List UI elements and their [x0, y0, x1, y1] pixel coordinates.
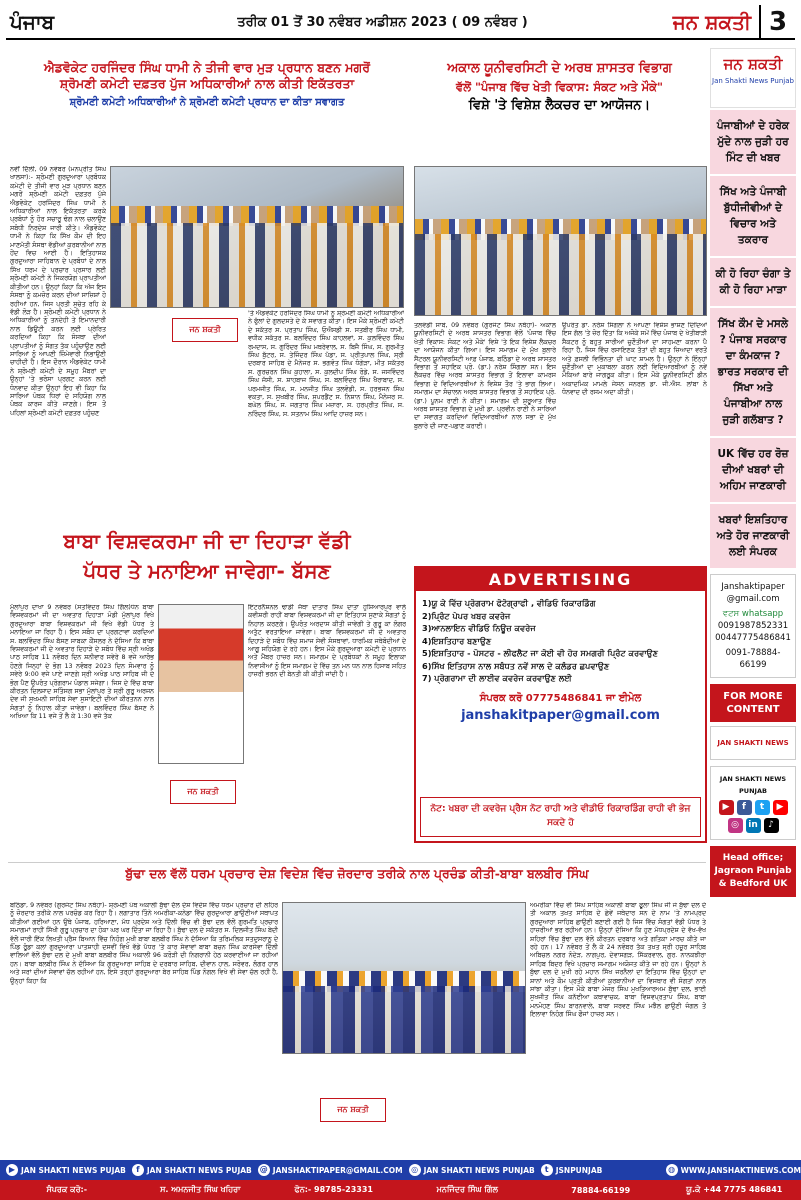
footer-item[interactable]: t JSNPUNJAB [535, 1164, 660, 1176]
sidebar-news-punjab: JAN SHAKTI NEWS PUNJAB [719, 775, 787, 795]
advertising-email[interactable]: janshakitpaper@gmail.com [461, 707, 660, 723]
footer-phone: ਫੋਨ:- 98785-23331 [294, 1185, 373, 1194]
sidebar-phone-2: 00447775486841 [715, 633, 791, 643]
sidebar-email[interactable]: Janshaktipaper @gmail.com [721, 582, 785, 604]
article-dhami-headline-1: ਐਡਵੋਕੇਟ ਹਰਜਿੰਦਰ ਸਿੰਘ ਧਾਮੀ ਨੇ ਤੀਜੀ ਵਾਰ ਮੁੜ ਪ੍ਰਧਾਨ ਬਣਨ ਮਗਰੋਂ [44, 60, 370, 75]
sidebar-tagline-6: ਖਬਰਾਂ ਇਸ਼ਤਿਹਾਰ ਅਤੇ ਹੋਰ ਜਾਣਕਾਰੀ ਲਈ ਸੰਪਰਕ [710, 504, 796, 568]
footer-phone-2: 78884-66199 [571, 1185, 631, 1195]
sidebar-tagline-2: ਸਿੱਖ ਅਤੇ ਪੰਜਾਬੀ ਬੁੱਧੀਜੀਵੀਆਂ ਦੇ ਵਿਚਾਰ ਅਤੇ ਤਕਰਾਰ [710, 176, 796, 256]
sidebar-tagline-4: ਸਿੱਖ ਕੌਮ ਦੇ ਮਸਲੇ ? ਪੰਜਾਬ ਸਰਕਾਰ ਦਾ ਕੰਮਕਾਜ ? ਭਾਰਤ ਸਰਕਾਰ ਦੀ ਸਿੱਖਾ ਅਤੇ ਪੰਜਾਬੀਆ ਨਾਲ ਜੁੜੀ ਗਲੱਬਾਤ ? [710, 308, 796, 436]
footer-item[interactable]: ▶ JAN SHAKTI NEWS PUJAB [0, 1164, 126, 1176]
article-budha-dal-col2: ਅਮਰੀਕਾ ਵਿੱਚ ਵੀ ਸਿੰਘ ਸਾਹਿਬ ਅਕਾਲੀ ਬਾਬਾ ਫੂਲਾ ਸਿੰਘ ਜੀ ਜੋ ਬੁੱਢਾ ਦਲ ਦੇ ਤੀ ਅਕਾਲ ਤਖ਼ਤ ਸਾਹਿਬ ਦੇ ਛੇਵੇਂ ਜਥੇਦਾਰ ਸਨ ਦੇ ਨਾਮ 'ਤੇ ਨਾਮਪ੍ਰਦ ਗੁਰਦੁਆਰਾ ਸਾਹਿਬ ਛਾਉਣੀ ਬਣਾਈ ਗਈ ਹੈ ਜਿਸ ਵਿੱਚ ਸੰਗਤਾਂ ਵੱਡੀ ਪੱਧਰ ਤੇ ਹਾਜ਼ਰੀਆਂ ਭਰ ਰਹੀਆਂ ਹਨ। ਉਨ੍ਹਾਂ ਦੱਸਿਆ ਕਿ ਹੁਣ ਮੱਧਪ੍ਰਦੇਸ਼ ਦੇ ਵੱਖ-ਵੱਖ ਸ਼ਹਿਰਾਂ ਵਿੱਚ ਬੁੱਢਾ ਦਲ ਵੱਲੋਂ ਕੀਰਤਨ ਦਰਬਾਰ ਅਤੇ ਗਤਿਕਾ ਮਾਰਚ ਕੀਤੇ ਜਾ ਰਹੇ ਹਨ। 17 ਨਵੰਬਰ ਤੋਂ ਲੈ ਕੇ 24 ਨਵੰਬਰ ਤੱਕ ਤਖ਼ਤ ਸ੍ਰੀ ਹਜ਼ੂਰ ਸਾਹਿਬ ਅਬਿਚਲ ਨਗਰ ਨੰਦੇੜ, ਨਾਗਪੁਰ, ਦੇਵਾਸਗੜ, ਸਿੱਕਰਵਾਲ, ਗੁਰ. ਨਾਨਕਝੀਰਾ ਸਾਹਿਬ ਬਿਦਰ ਵਿਖੇ ਪ੍ਰਚਾਰ ਸਮਾਗਮ ਅਯੋਜਤ ਕੀਤੇ ਜਾ ਰਹੇ ਹਨ। ਉਨ੍ਹਾਂ ਨੇ ਬੁੱਢਾ ਦਲ ਦੇ ਮੁਖੀ ਰਹੇ ਮਹਾਨ ਸਿੱਖ ਜਰਨੈਲਾਂ ਦਾ ਇਤਿਹਾਸ ਵਿੱਚ ਉਨ੍ਹਾਂ ਦਾ ਸ਼ਾਨਾਂ ਅਤੇ ਕੌਮ ਪ੍ਰਤੀ ਕੀਤੀਆਂ ਕੁਰਬਾਨੀਆਂ ਦਾ ਵਿਸਥਾਰ ਵੀ ਸੰਗਤਾਂ ਨਾਲ ਸਾਂਝਾ ਕੀਤਾ। ਇਸ ਮੌਕੇ ਬਾਬਾ ਮੇਜਰ ਸਿੰਘ ਮੁਖਤਿਆਰਅਮ ਬੁੱਢਾ ਦਲ, ਭਾਈ ਸੁਖਜੀਤ ਸਿੰਘ ਕਨੱਈਆ ਕਥਾਵਾਚਕ, ਬਾਬਾ ਵਿਸ਼ਵਪ੍ਰਤਾਪ ਸਿੰਘ, ਬਾਬਾ ਮਨਮੋਹਣ ਸਿੰਘ ਬਾਰਨਵਾਲੇ, ਬਾਬਾ ਸਰਵਣ ਸਿੰਘ ਮਝੈਲ ਛਾਉਣੀ ਜੰਗਲ ਤੋਂ ਇਲਾਵਾ ਨਿਹੰਗ ਸਿੰਘ ਫੌਜਾਂ ਹਾਜ਼ਰ ਸਨ। [530, 902, 706, 1019]
advertising-item: 5)ਇਸ਼ਤਿਹਾਰ - ਪੋਸਟਰ - ਲੀਫਲੈਟ ਜਾ ਕੋਈ ਵੀ ਹੋਰ ਸਮਗਰੀ ਪ੍ਰਿੰਟ ਕਰਵਾਉਣ [422, 648, 658, 658]
page-footer [0, 1160, 801, 1200]
instagram-icon[interactable]: ◎ [728, 818, 743, 833]
sidebar-more-content[interactable]: FOR MORE CONTENT [710, 684, 796, 722]
sidebar-head-office: Head office; Jagraon Punjab & Bedford UK [710, 846, 796, 897]
article-budha-dal-photo [282, 902, 526, 1054]
instagram-icon: ◎ [409, 1164, 421, 1176]
article-vishwakarma-col1: ਮੁੱਲਾਂਪੁਰ ਦਾਖਾ 9 ਨਵੰਬਰ (ਸਤਵਿੰਦਰ ਸਿੰਘ ਗਿੱਲ)ਧੰਨ ਬਾਬਾ ਵਿਸ਼ਵਕਰਮਾਂ ਜੀ ਦਾ ਅਵਤਾਰ ਦਿਹਾੜਾ ਮੰਡੀ ਮੁੱਲਾਂਪੁਰ ਵਿਖੇ ਗੁਰਦੁਆਰਾ ਬਾਬਾ ਵਿਸ਼ਵਕਰਮਾਂ ਜੀ ਵਿਖੇ ਵੱਡੀ ਪੱਧਰ ਤੇ ਮਨਾਇਆ ਜਾ ਰਿਹਾ ਹੈ। ਇਸ ਸਬੰਧ ਦਾ ਪ੍ਰਗਟਾਵਾ ਕਰਦਿਆਂ ਸ. ਬਲਵਿੰਦਰ ਸਿੰਘ ਬੱਸਣ ਸਾਬਕਾ ਕੌਂਸਲਰ ਨੇ ਦੱਸਿਆ ਕਿ ਬਾਬਾ ਵਿਸ਼ਵਕਰਮਾਂ ਜੀ ਦੇ ਅਵਤਾਰ ਦਿਹਾੜੇ ਦੇ ਸਬੰਧ ਵਿੱਚ ਸ੍ਰੀ ਅਖੰਡ ਪਾਠ ਸਾਹਿਬ 11 ਨਵੰਬਰ ਦਿਨ ਸ਼ਨੀਵਾਰ ਸਵੇਰੇ 8 ਵਜੇ ਆਰੰਭ ਹੋਣਗੇ ਜਿਨ੍ਹਾਂ ਦੇ ਭੋਗ 13 ਨਵੰਬਰ 2023 ਦਿਨ ਸੋਮਵਾਰ ਨੂੰ ਸਵੇਰੇ 9:00 ਵਜੇ ਪਾਏ ਜਾਣਗੇ ਸ੍ਰੀ ਅਖੰਡ ਪਾਠ ਸਾਹਿਬ ਜੀ ਦੇ ਭੋਗ ਪੈਣ ਉਪਰੰਤ ਪ੍ਰੋਗਰਾਮ ਪੰਡਾਲ ਸਜੇਗਾ। ਜਿਸ ਦੇ ਵਿੱਚ ਬਾਬਾ ਕੀਰਤਨ ਦਿਲਸ਼ਾਦ ਸਤਿੰਸਗ ਸਭਾ ਮੁੱਲਾਂਪੁਰ ਤੇ ਸ੍ਰੀ ਗੁਰੂ ਅਰਜਨ ਦੇਵ ਜੀ ਸੁਖਮਨੀ ਸਾਹਿਬ ਸੇਵਾ ਸੁਸਾਇਟੀ ਦੀਆਂ ਕੀਰਤਨਨ ਨਾਲ ਸੰਗਤਾਂ ਨੂੰ ਨਿਹਾਲ ਕੀਤਾ ਜਾਵੇਗਾ। ਬਲਵਿੰਦਰ ਸਿੰਘ ਬੱਸਣ ਨੇ ਅਖਿਆ ਕਿ 11 ਵਜੇ ਤੋਂ ਲੈ ਕੇ 1:30 ਵਜੇ ਤੱਕ [10, 604, 154, 721]
advertising-contact: ਸੰਪਰਕ ਕਰੋ 07775486841 ਜਾ ਈਮੇਲ [479, 692, 642, 704]
footer-social-row [0, 1160, 801, 1180]
advertising-item: 3)ਆਨਲਾਇਨ ਵੀਡਿਓ ਨਿਊਜ਼ ਕਵਰੇਜ [422, 623, 536, 633]
article-dhami-photo [110, 166, 404, 308]
sidebar-tagline-1: ਪੰਜਾਬੀਆਂ ਦੇ ਹਰੇਕ ਮੁੱਦੇ ਨਾਲ ਜੁੜੀ ਹਰ ਮਿੰਟ ਦੀ ਖਬਰ [710, 110, 796, 174]
twitter-icon: t [541, 1164, 553, 1176]
article-dhami-subhead: ਸ਼੍ਰੋਮਣੀ ਕਮੇਟੀ ਅਧਿਕਾਰੀਆਂ ਨੇ ਸ਼੍ਰੋਮਣੀ ਕਮੇਟੀ ਪ੍ਰਧਾਨ ਦਾ ਕੀਤਾ ਸਵਾਗਤ [69, 97, 345, 108]
sidebar-phone-1: 0091987852331 [717, 621, 789, 631]
youtube-icon[interactable]: ▶ [773, 800, 788, 815]
article-akal-headline-3: ਵਿਸ਼ੇ 'ਤੇ ਵਿਸ਼ੇਸ਼ ਲੈਕਚਰ ਦਾ ਆਯੋਜਨ। [468, 98, 651, 113]
footer-contact-row [0, 1180, 801, 1200]
twitter-icon[interactable]: t [755, 800, 770, 815]
facebook-icon[interactable]: f [737, 800, 752, 815]
page-header [6, 6, 795, 40]
sidebar-logo-sub: Jan Shakti News Punjab [712, 77, 794, 85]
article-budha-dal-col1: ਬਠਿੰਡਾ, 9 ਨਵੰਬਰ (ਗੁਰਜੰਟ ਸਿੰਘ ਨਥੇਹਾ)- ਸ਼੍ਰੋਮਣੀ ਪੰਥ ਅਕਾਲੀ ਬੁੱਢਾ ਦੱਲ ਦੇਸ਼ ਵਿਦੇਸ਼ ਵਿੱਚ ਧਰਮ ਪ੍ਰਚਾਰ ਦੀ ਲਹਿਰ ਨੂੰ ਜ਼ੋਰਦਾਰ ਤਰੀਕੇ ਨਾਲ ਪਰਚੰਡ ਕਰ ਰਿਹਾ ਹੈ। ਲਗਾਤਾਰ ਤਿੰਨੇ ਅਮਰੀਕਾ-ਕਨੇਡਾ ਵਿੱਚ ਗੁਰਦੁਆਰਾ ਛਾਉਣੀਆਂ ਸਥਾਪਤ ਕੀਤੀਆਂ ਗਈਆਂ ਹਨ ਉਥੇ ਪੰਜਾਬ, ਹਰਿਆਣਾ, ਮੱਧ ਪ੍ਰਦੇਸ਼ ਅਤੇ ਦਿੱਲੀ ਵਿੱਚ ਵੀ ਬੁੱਢਾ ਦਲ ਵੱਲੋਂ ਗੁਰਮਤਿ ਪ੍ਰਚਾਰ ਸਮਾਗਮਾਂ ਰਾਹੀਂ ਸਿੱਖੀ ਗੁਰੂ ਪ੍ਰਚਾਰ ਦਾ ਹੋਕਾ ਘਰ ਘਰ ਦਿੱਤਾ ਜਾ ਰਿਹਾ ਹੈ। ਬੁੱਢਾ ਦਲ ਦੇ ਸਕੱਤਰ ਸ. ਦਿਲਜੀਤ ਸਿੰਘ ਬੇਦੀ ਵੱਲੋਂ ਜਾਰੀ ਇੱਕ ਲਿਖਤੀ ਪ੍ਰੈਸ ਬਿਆਨ ਵਿੱਚ ਨਿਹੰਗ ਮੁਖੀ ਬਾਬਾ ਬਲਬੀਰ ਸਿੰਘ ਨੇ ਦੱਸਿਆ ਕਿ ਤਰਿਮਲਿਕ ਸਤਦੁਸਰਾਨੂ ਦੇ ਪਿੰਡ ਰੂੰਡਾ ਕਲਾਂ ਗੁਰਦੁਆਰਾ ਪਾਤਸ਼ਾਹੀ ਦਸਵੀਂ ਵਿਖੇ ਵੱਡੇ ਪੱਧਰ 'ਤੇ ਕਾਰ ਸੇਵਾਵਾਂ ਬਾਬਾ ਬਚਨ ਸਿੰਘ ਕਾਰਸੇਵਾ ਦਿੱਲੀ ਵਾਲਿਆਂ ਵੱਲੋਂ ਬੁੱਢਾ ਦਲ ਦੇ ਮੁਖੀ ਬਾਬਾ ਬਲਬੀਰ ਸਿੰਘ ਅਕਾਲੀ 96 ਕਰੋੜੀ ਦੀ ਨਿਗਰਾਨੀ ਹੇਠ ਕਰਵਾਈਆਂ ਜਾ ਰਹੀਆਂ ਹਨ। ਬਾਬਾ ਬਲਬੀਰ ਸਿੰਘ ਨੇ ਦੱਸਿਆ ਕਿ ਗੁਰਦੁਆਰਾ ਸਾਹਿਬ ਦੇ ਦਰਬਾਰ ਸਾਹਿਬ, ਦੀਵਾਨ ਹਾਲ, ਸਰੋਵਰ, ਲੰਗਰ ਹਾਲ ਅਤੇ ਸਰਾਂ ਦੀਆਂ ਸੇਵਾਵਾਂ ਚੱਲ ਰਹੀਆਂ ਹਨ, ਇਸੇ ਤਰ੍ਹਾਂ ਗੁਰਦੁਆਰਾ ਬੇਰ ਸਾਹਿਬ ਪਿੰਡ ਨੰਗਲ ਵਿਖੇ ਵੀ ਸੇਵਾ ਚੱਲ ਰਹੀ ਹੈ, ਉਨ੍ਹਾਂ ਕਿਹਾ ਕਿ [10, 902, 278, 985]
article-akal-headline-1: ਅਕਾਲ ਯੂਨੀਵਰਸਿਟੀ ਦੇ ਅਰਥ ਸ਼ਾਸਤਰ ਵਿਭਾਗ [447, 61, 672, 76]
article-budha-dal-headline: ਬੁੱਢਾ ਦਲ ਵੱਲੋਂ ਧਰਮ ਪ੍ਰਚਾਰ ਦੇਸ਼ ਵਿਦੇਸ਼ ਵਿੱਚ ਜ਼ੋਰਦਾਰ ਤਰੀਕੇ ਨਾਲ ਪ੍ਰਚੰਡ ਕੀਤੀ-ਬਾਬਾ ਬਲਬੀਰ ਸਿੰਘ [8, 862, 706, 885]
email-icon: @ [259, 1165, 268, 1174]
globe-icon: ◍ [666, 1164, 678, 1176]
article-vishwakarma-headline-2: ਪੱਧਰ ਤੇ ਮਨਾਇਆ ਜਾਵੇਗਾ- ਬੱਸਣ [83, 559, 331, 583]
footer-uk-phone: ਯੂ.ਕੇ +44 7775 486841 [686, 1185, 783, 1194]
advertising-item: 1)ਯੂ ਕੇ ਵਿੱਚ ਪ੍ਰੋਗਰਾਮ ਫੋਟੋਗ੍ਰਾਫੀ , ਵੀਡਿਓ ਰਿਕਾਰਡਿੰਗ [422, 598, 596, 608]
sidebar-news-badge: JAN SHAKTI NEWS [710, 726, 796, 760]
article-akal-headline-2: ਵੱਲੋਂ "ਪੰਜਾਬ ਵਿੱਚ ਖੇਤੀ ਵਿਕਾਸ: ਸੰਕਟ ਅਤੇ ਮੌਕੇ" [456, 80, 663, 94]
advertising-item: 6)ਸਿੱਖ ਇਤਿਹਾਸ ਨਾਲ ਸਬੰਧਤ ਨਵੇਂ ਸਾਲ ਦੇ ਕਲੰਡਰ ਛਪਵਾਉਣ [422, 660, 610, 671]
sidebar-tagline-3: ਕੀ ਹੋ ਰਿਹਾ ਚੰਗਾ ਤੇ ਕੀ ਹੋ ਰਿਹਾ ਮਾੜਾ [710, 258, 796, 306]
footer-item[interactable]: @ JANSHAKTIPAPER@GMAIL.COM [259, 1165, 403, 1175]
advertising-title: ADVERTISING [416, 568, 705, 591]
advertising-services-list [416, 591, 705, 685]
youtube-icon: ▶ [6, 1164, 18, 1176]
footer-contact-label: ਸੰਪਰਕ ਕਰੋ:- [46, 1185, 88, 1194]
footer-item[interactable]: f JAN SHAKTI NEWS PUJAB [126, 1164, 252, 1176]
advertising-note: ਨੋਟ: ਖਬਰਾ ਦੀ ਕਵਰੇਜ ਪ੍ਰੈਸ ਨੋਟ ਰਾਹੀ ਅਤੇ ਵੀਡੀਓ ਰਿਕਾਰਡਿੰਗ ਰਾਹੀ ਵੀ ਭੇਜ ਸਕਦੇ ਹੋ [420, 797, 701, 837]
footer-item[interactable]: ◍ WWW.JANSHAKTINEWS.COM [660, 1164, 801, 1176]
jan-shakti-small-logo-2: ਜਨ ਸ਼ਕਤੀ [170, 780, 236, 804]
social-icons-row-1 [715, 800, 791, 815]
masthead-logo: ਜਨ ਸ਼ਕਤੀ [672, 10, 751, 34]
social-icons-row-2 [715, 818, 791, 833]
advertising-item: 7) ਪ੍ਰੋਗਰਾਮਾ ਦੀ ਲਾਈਵ ਕਵਰੇਜ ਕਰਵਾਉਣ ਲਈ [422, 673, 572, 683]
right-sidebar [710, 48, 796, 1156]
tiktok-icon[interactable]: ♪ [764, 818, 779, 833]
article-akal-col1: ਤਲਵੰਡੀ ਸਾਬੋ, 09 ਨਵੰਬਰ (ਗੁਰਜੰਟ ਸਿੰਘ ਨਥੇਹਾ)- ਅਕਾਲ ਯੂਨੀਵਰਸਿਟੀ ਦੇ ਅਰਥ ਸ਼ਾਸਤਰ ਵਿਭਾਗ ਵੱਲੋਂ 'ਪੰਜਾਬ ਵਿੱਚ ਖੇਤੀ ਵਿਕਾਸ: ਸੰਕਟ ਅਤੇ ਮੌਕੇ' ਵਿਸ਼ੇ 'ਤੇ ਇਕ ਵਿਸ਼ੇਸ਼ ਲੈਕਚਰ ਦਾ ਆਯੋਜਨ ਕੀਤਾ ਗਿਆ। ਇਸ ਸਮਾਗਮ ਦੇ ਮੁੱਖ ਬੁਲਾਰੇ ਸੈਂਟਰਲ ਯੂਨੀਵਰਸਿਟੀ ਆਫ਼ ਪੰਜਾਬ, ਬਠਿੰਡਾ ਦੇ ਅਰਥ ਸ਼ਾਸਤਰ ਵਿਭਾਗ ਤੋਂ ਸਹਾਇਕ ਪ੍ਰੋ. (ਡਾ.) ਨਰੇਸ਼ ਸਿੰਗਲਾ ਸਨ। ਇਸ ਲੈਕਚਰ ਵਿੱਚ ਅਰਥ ਸ਼ਾਸਤਰ ਵਿਭਾਗ ਤੋਂ ਇਲਾਵਾ ਕਾਮਰਸ ਵਿਭਾਗ ਦੇ ਵਿਦਿਆਰਥੀਆਂ ਨੇ ਵਿਸ਼ੇਸ਼ ਤੌਰ 'ਤੇ ਭਾਗ ਲਿਆ। ਸਮਾਗਮ ਦਾ ਸੰਚਾਲਨ ਅਰਥ ਸ਼ਾਸਤਰ ਵਿਭਾਗ ਤੋਂ ਸਹਾਇਕ ਪ੍ਰੋ. (ਡਾ.) ਪੂਨਮ ਰਾਣੀ ਨੇ ਕੀਤਾ। ਸਮਾਗਮ ਦੀ ਸ਼ੁਰੂਆਤ ਵਿੱਚ ਅਰਥ ਸ਼ਾਸਤਰ ਵਿਭਾਗ ਦੇ ਮੁਖੀ ਡਾ. ਪ੍ਰਵੀਨ ਰਾਣੀ ਨੇ ਸਾਰਿਆਂ ਦਾ ਸਵਾਗਤ ਕਰਦਿਆਂ ਵਿਦਿਆਰਥੀਆਂ ਨਾਲ ਸਭਾ ਦੇ ਮੁੱਖ ਬੁਲਾਰੇ ਦੀ ਜਾਣ-ਪਛਾਣ ਕਰਾਈ। [414, 322, 556, 430]
play-icon[interactable]: ▶ [719, 800, 734, 815]
article-vishwakarma-col2: ਇੰਟਰਨੈਸ਼ਨਲ ਢਾਡੀ ਜੱਥਾ ਦਾਤਾਰ ਸਿੰਘ ਦਾਤਾ ਹੁਸ਼ਿਆਰਪੁਰ ਵਾਲੇ ਕਵੀਸ਼ਰੀ ਰਾਹੀਂ ਬਾਬਾ ਵਿਸ਼ਵਕਰਮਾਂ ਜੀ ਦਾ ਇਤਿਹਾਸ ਸੁਣਾਕੇ ਸੰਗਤਾਂ ਨੂੰ ਨਿਹਾਲ ਕਰਣਗੇ। ਉਪਰੰਤ ਅਰਦਾਸ ਕੀਤੀ ਜਾਵੇਗੀ ਤੇ ਗੁਰੂ ਕਾ ਲੰਗਰ ਅਤੁੱਟ ਵਰਤਾਇਆ ਜਾਵੇਗਾ। ਬਾਬਾ ਵਿਸ਼ਵਕਰਮਾਂ ਜੀ ਦੇ ਅਵਤਾਰ ਦਿਹਾੜੇ ਦੇ ਸਬੰਧ ਵਿੱਚ ਸਮਾਜ ਸੇਵੀ ਸੰਸਥਾਵਾਂ, ਧਾਰਮਿਕ ਜਥੇਬੰਦੀਆਂ ਦੇ ਆਗੂ ਸਹਿਯੋਗ ਦੇ ਰਹੇ ਹਨ। ਇਸ ਮੌਕੇ ਗੁਰਦੁਆਰਾ ਕਮੇਟੀ ਦੇ ਪ੍ਰਧਾਨ ਅਤੇ ਮੈਂਬਰ ਹਾਜ਼ਰ ਸਨ। ਸਮਾਗਮ ਦੇ ਪ੍ਰਬੰਧਕਾਂ ਨੇ ਸਮੂਹ ਇਲਾਕਾ ਨਿਵਾਸੀਆਂ ਨੂੰ ਇਸ ਸਮਾਗਮ ਦੇ ਵਿੱਚ ਤਨ ਮਨ ਧਨ ਨਾਲ ਹਿਸਾਬ ਸਹਿਤ ਹਾਜ਼ਰੀ ਭਰਨ ਦੀ ਬੇਨਤੀ ਕੀ ਕੀਤੀ ਜਾਂਦੀ ਹੈ। [248, 604, 406, 679]
article-vishwakarma-headline-1: ਬਾਬਾ ਵਿਸ਼ਵਕਰਮਾ ਜੀ ਦਾ ਦਿਹਾੜਾ ਵੱਡੀ [63, 529, 351, 553]
sidebar-phone-3: 0091-78884-66199 [725, 648, 781, 670]
article-dhami-col2: 'ਤੇ ਐਡਵੋਕੇਟ ਹਰਜਿੰਦਰ ਸਿੰਘ ਧਾਮੀ ਨੂੰ ਸ਼੍ਰੋਮਣੀ ਕਮੇਟੀ ਅਧਿਕਾਰੀਆਂ ਨੇ ਫੁੱਲਾਂ ਦੇ ਗੁਲਦਸਤੇ ਦੇ ਕੇ ਸਵਾਗਤ ਕੀਤਾ। ਇਸ ਮੌਕੇ ਸ਼੍ਰੋਮਣੀ ਕਮੇਟੀ ਦੇ ਸਕੱਤਰ ਸ. ਪ੍ਰਤਾਪ ਸਿੰਘ, ਓਐਸਡੀ ਸ. ਸਤਬੀਰ ਸਿੰਘ ਧਾਮੀ, ਵਧੀਕ ਸਕੱਤਰ ਸ. ਬਲਵਿੰਦਰ ਸਿੰਘ ਕਾਹਲਵਾਂ, ਸ. ਕੁਲਵਿੰਦਰ ਸਿੰਘ ਰਮਦਾਸ, ਸ. ਗੁਰਿੰਦਰ ਸਿੰਘ ਮਥਰੇਵਾਲ, ਸ. ਬਿਜੈ ਸਿੰਘ, ਸ. ਗੁਰਮੀਤ ਸਿੰਘ ਬੁੱਟਰ, ਸ. ਤੇਜਿੰਦਰ ਸਿੰਘ ਪੱਡਾ, ਸ. ਪ੍ਰੀਤਪਾਲ ਸਿੰਘ, ਸ੍ਰੀ ਦਰਬਾਰ ਸਾਹਿਬ ਦੇ ਮੈਨੇਜਰ ਸ. ਭਗਵੰਤ ਸਿੰਘ ਧੰਗੇੜਾ, ਮੀਤ ਸਕੱਤਰ ਸ. ਗੁਰਚਰਨ ਸਿੰਘ ਕੁਹਾਲਾ, ਸ. ਕੁਲਦੀਪ ਸਿੰਘ ਰੋਡੇ, ਸ. ਜਸਵਿੰਦਰ ਸਿੰਘ ਜੱਸੀ, ਸ. ਸ਼ਾਹਬਾਜ ਸਿੰਘ, ਸ. ਬਲਵਿੰਦਰ ਸਿੰਘ ਖੈਰਾਬਾਦ, ਸ. ਪਰਮਜੀਤ ਸਿੰਘ, ਸ. ਮਨਜੀਤ ਸਿੰਘ ਤਲਵੰਡੀ, ਸ. ਹਰਭਜਨ ਸਿੰਘ ਵਕਤਾ, ਸ. ਸੁਖਬੀਰ ਸਿੰਘ, ਸੁਪਰਡੈਂਟ ਸ. ਨਿਸ਼ਾਨ ਸਿੰਘ, ਮੈਨੇਜਰ ਸ. ਬਘੇਲ ਸਿੰਘ, ਸ. ਜਗਤਾਰ ਸਿੰਘ ਮਜ਼ਾਰਾ, ਸ. ਹਰਪ੍ਰੀਤ ਸਿੰਘ, ਸ. ਨਰਿੰਦਰ ਸਿੰਘ, ਸ. ਸਤਨਾਮ ਸਿੰਘ ਆਦਿ ਹਾਜ਼ਰ ਸਨ। [248, 310, 404, 418]
sidebar-tagline-5: UK ਵਿੱਚ ਹਰ ਰੋਜ਼ ਦੀਆਂ ਖਬਰਾਂ ਦੀ ਅਹਿਮ ਜਾਣਕਾਰੀ [710, 438, 796, 502]
article-akal-university [412, 60, 707, 116]
article-dhami-headline-2: ਸ਼੍ਰੋਮਣੀ ਕਮੇਟੀ ਦਫ਼ਤਰ ਪੁੱਜ ਅਧਿਕਾਰੀਆਂ ਨਾਲ ਕੀਤੀ ਇਕੱਤਰਤਾ [59, 76, 355, 91]
footer-editor: ਸ. ਅਮਨਜੀਤ ਸਿੰਘ ਖਹਿਰਾ [160, 1185, 241, 1194]
footer-second-editor: ਮਨਜਿੰਦਰ ਸਿੰਘ ਗਿੱਲ [436, 1185, 498, 1194]
facebook-icon: f [132, 1164, 144, 1176]
advertising-item: 2)ਪ੍ਰਿੰਟ ਪੇਪਰ ਖਬਰ ਕਵਰੇਜ [422, 610, 511, 621]
footer-item[interactable]: ◎ JAN SHAKTI NEWS PUNJAB [403, 1164, 535, 1176]
sidebar-contact [710, 574, 796, 678]
article-dhami-col1: ਨਵੀਂ ਦਿੱਲੀ, 09 ਨਵੰਬਰ (ਮਨਪ੍ਰੀਤ ਸਿੰਘ ਖਾਲਸਾ):- ਸ਼੍ਰੋਮਣੀ ਗੁਰਦੁਆਰਾ ਪ੍ਰਬੰਧਕ ਕਮੇਟੀ ਦੇ ਤੀਜੀ ਵਾਰ ਮੁੜ ਪ੍ਰਧਾਨ ਬਣਨ ਮਗਰੋਂ ਸ਼੍ਰੋਮਣੀ ਕਮੇਟੀ ਦਫ਼ਤਰ ਪੁੱਜੇ ਐਡਵੋਕੇਟ ਹਰਜਿੰਦਰ ਸਿੰਘ ਧਾਮੀ ਨੇ ਅਧਿਕਾਰੀਆਂ ਨਾਲ ਇਕੱਤਰਤਾ ਕਰਕੇ ਪ੍ਰਬੰਧਾਂ ਨੂੰ ਹੋਰ ਸਚਾਰੂ ਢੰਗ ਨਾਲ ਚਲਾਉਣ ਸਬੰਧੀ ਨਿਰਦੇਸ਼ ਜਾਰੀ ਕੀਤੇ। ਐਡਵੋਕੇਟ ਧਾਮੀ ਨੇ ਕਿਹਾ ਕਿ ਸਿੱਖ ਕੌਮ ਦੀ ਇਹ ਮਾਣਮੱਤੀ ਸੰਸਥਾ ਵੱਡੀਆਂ ਕੁਰਬਾਨੀਆਂ ਨਾਲ ਹੋਂਦ ਵਿਚ ਆਈ ਹੈ। ਇਤਿਹਾਸਕ ਗੁਰਦੁਆਰਾ ਸਾਹਿਬਾਨ ਦੇ ਪ੍ਰਬੰਧਾਂ ਦੇ ਨਾਲ ਸਿੱਖ ਧਰਮ ਦੇ ਪ੍ਰਚਾਰ ਪ੍ਰਸਾਰ ਲਈ ਸ਼੍ਰੋਮਣੀ ਕਮੇਟੀ ਨੇ ਜਿਕਰਯੋਗ ਪ੍ਰਾਪਤੀਆਂ ਕੀਤੀਆਂ ਹਨ। ਉਨ੍ਹਾਂ ਕਿਹਾ ਕਿ ਅੱਜ ਇਸ ਸੰਸਥਾ ਨੂੰ ਕਮਜ਼ੋਰ ਕਰਨ ਦੀਆਂ ਸਾਜ਼ਿਸ਼ਾਂ ਹੋ ਰਹੀਆਂ ਹਨ, ਜਿਸ ਪ੍ਰਤੀ ਸੁਚੇਤ ਰਹਿ ਕੇ ਵੱਡੀ ਲੋੜ ਹੈ। ਸ਼੍ਰੋਮਣੀ ਕਮੇਟੀ ਪ੍ਰਧਾਨ ਨੇ ਅਧਿਕਾਰੀਆਂ ਨੂੰ ਤਨਦੇਹੀ ਤੇ ਇਮਾਨਦਾਰੀ ਨਾਲ ਡਿਊਟੀ ਕਰਨ ਲਈ ਪ੍ਰੇਰਿਤ ਕਰਦਿਆਂ ਕਿਹਾ ਕਿ ਸੰਸਥਾ ਦੀਆਂ ਪ੍ਰਾਪਤੀਆਂ ਨੂੰ ਸੰਗਤ ਤੱਕ ਪਹੁੰਚਾਉਣ ਲਈ ਸਾਰਿਆਂ ਨੂੰ ਆਪਣੀ ਜ਼ਿੰਮੇਵਾਰੀ ਨਿਭਾਉਣੀ ਚਾਹੀਦੀ ਹੈ। ਇਸ ਦੌਰਾਨ ਐਡਵੋਕੇਟ ਧਾਮੀ ਨੇ ਸ਼੍ਰੋਮਣੀ ਕਮੇਟੀ ਦੇ ਸਮੂਹ ਮੈਂਬਰਾਂ ਦਾ ਉਨ੍ਹਾਂ 'ਤੇ ਭਰੋਸਾ ਪ੍ਰਗਟ ਕਰਨ ਲਈ ਧੰਨਵਾਦ ਕੀਤਾ ਉਨ੍ਹਾਂ ਇਹ ਵੀ ਕਿਹਾ ਕਿ ਸਾਰਿਆਂ ਪੰਥਕ ਧਿਰਾਂ ਦੇ ਸਹਿਯੋਗ ਨਾਲ ਪੰਥਕ ਕਾਰਜ ਕੀਤੇ ਜਾਣਗੇ। ਇਸ ਤੋਂ ਪਹਿਲਾਂ ਸ਼੍ਰੋਮਣੀ ਕਮੇਟੀ ਦਫ਼ਤਰ ਪਹੁੰਚਣ [10, 166, 106, 417]
advertising-item: 4)ਇਸ਼ਤਿਹਾਰ ਬਣਾਉਣ [422, 635, 492, 646]
article-vishwakarma-portrait [158, 604, 244, 764]
sidebar-logo-box [710, 48, 796, 108]
sidebar-social [710, 766, 796, 840]
article-akal-col2: ਉਪਰੰਤ ਡਾ. ਨਰੇਸ਼ ਸਿੰਗਲਾ ਨੇ ਆਪਣਾ ਵਿਸ਼ੇਸ਼ ਭਾਸ਼ਣ ਦਿੰਦਿਆਂ ਇਸ ਗੱਲ 'ਤੇ ਜ਼ੋਰ ਦਿੱਤਾ ਕਿ ਅਜੋਕੇ ਸਮੇਂ ਵਿੱਚ ਪੰਜਾਬ ਦੇ ਖੇਤੀਬਾੜੀ ਸੈਕਟਰ ਨੂੰ ਬਹੁਤ ਸਾਰੀਆਂ ਚੁਣੌਤੀਆਂ ਦਾ ਸਾਹਮਣਾ ਕਰਨਾ ਪੈ ਰਿਹਾ ਹੈ, ਜਿਸ ਵਿੱਚ ਰਸਾਇਣਕ ਤੱਤਾਂ ਦੀ ਬਹੁਤ ਜ਼ਿਆਦਾ ਵਰਤੋਂ ਅਤੇ ਫ਼ਸਲੀ ਵਿਭਿੰਨਤਾ ਦੀ ਘਾਟ ਸ਼ਾਮਲ ਹੈ। ਉਨ੍ਹਾਂ ਨੇ ਇੰਨ੍ਹਾਂ ਚੁਣੌਤੀਆਂ ਦਾ ਮੁਕਾਬਲਾ ਕਰਨ ਲਈ ਵਿਦਿਆਰਥੀਆਂ ਨੂੰ ਨਵੇਂ ਮੌਕਿਆਂ ਬਾਰੇ ਜਾਗਰੂਕ ਕੀਤਾ। ਇਸ ਮੌਕੇ ਯੂਨੀਵਰਸਿਟੀ ਡੀਨ ਅਕਾਦਮਿਕ ਮਾਮਲੇ ਜੇਸਨ ਜਨਰਲ ਡਾ. ਜੀ.ਐਸ. ਲਾਂਬਾ ਨੇ ਧੰਨਵਾਦ ਦੀ ਰਸਮ ਅਦਾ ਕੀਤੀ। [562, 322, 707, 397]
sidebar-logo: ਜਨ ਸ਼ਕਤੀ [723, 55, 783, 73]
jan-shakti-small-logo: ਜਨ ਸ਼ਕਤੀ [172, 318, 238, 342]
linkedin-icon[interactable]: in [746, 818, 761, 833]
edition-date: ਤਰੀਕ 01 ਤੋਂ 30 ਨਵੰਬਰ ਅਡੀਸ਼ਨ 2023 ( 09 ਨਵੰਬਰ ) [237, 14, 528, 30]
article-vishwakarma [8, 526, 406, 600]
section-title: ਪੰਜਾਬ [10, 10, 55, 34]
page-number: 3 [759, 5, 795, 39]
article-akal-photo [414, 166, 707, 316]
sidebar-whatsapp-label: ਵਟਸ whatsapp [722, 609, 784, 619]
jan-shakti-small-logo-3: ਜਨ ਸ਼ਕਤੀ [320, 1098, 386, 1122]
advertising-box [414, 566, 707, 843]
